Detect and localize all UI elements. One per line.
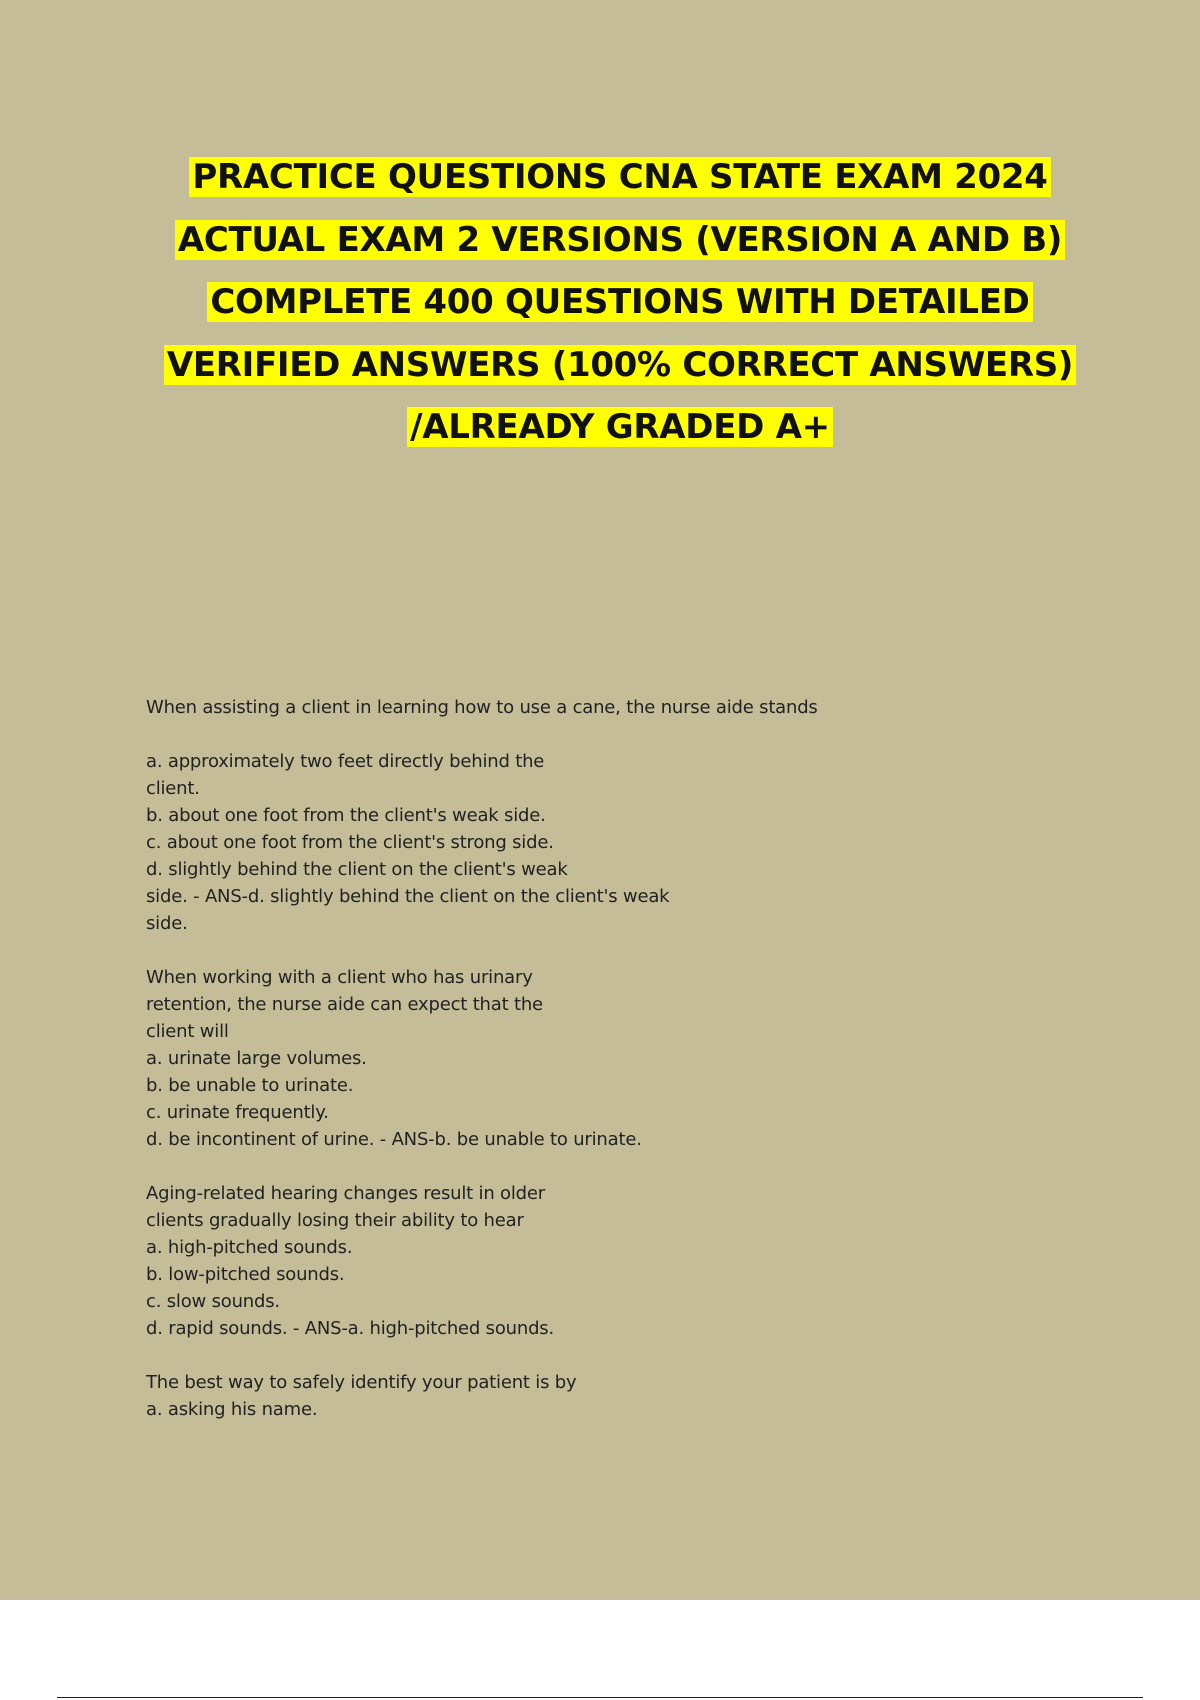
question-block bbox=[146, 1180, 966, 1342]
question-line: c. slow sounds. bbox=[146, 1291, 280, 1312]
question-line: d. rapid sounds. - ANS-a. high-pitched sounds. bbox=[146, 1318, 554, 1339]
question-line: b. low-pitched sounds. bbox=[146, 1264, 345, 1285]
question-stem: When assisting a client in learning how to use a cane, the nurse aide stands bbox=[146, 697, 818, 718]
question-line: retention, the nurse aide can expect that the bbox=[146, 994, 543, 1015]
question-block bbox=[146, 964, 966, 1153]
spacer bbox=[146, 937, 966, 964]
question-line: When working with a client who has urinary bbox=[146, 967, 533, 988]
spacer bbox=[146, 1153, 966, 1180]
title-line: PRACTICE QUESTIONS CNA STATE EXAM 2024 bbox=[189, 157, 1050, 197]
question-line: c. urinate frequently. bbox=[146, 1102, 329, 1123]
footer-divider bbox=[57, 1697, 1143, 1698]
question-line: clients gradually losing their ability to hear bbox=[146, 1210, 524, 1231]
question-block bbox=[146, 694, 966, 937]
question-line: d. be incontinent of urine. - ANS-b. be unable to urinate. bbox=[146, 1129, 642, 1150]
question-line: b. be unable to urinate. bbox=[146, 1075, 354, 1096]
question-line: Aging-related hearing changes result in older bbox=[146, 1183, 545, 1204]
question-line: b. about one foot from the client's weak side. bbox=[146, 805, 546, 826]
question-line: a. approximately two feet directly behind the bbox=[146, 751, 545, 772]
question-line: side. - ANS-d. slightly behind the client on the client's weak bbox=[146, 886, 670, 907]
question-line: client will bbox=[146, 1021, 229, 1042]
title-line: VERIFIED ANSWERS (100% CORRECT ANSWERS) bbox=[164, 345, 1076, 385]
question-line: d. slightly behind the client on the client's weak bbox=[146, 859, 568, 880]
spacer bbox=[146, 1342, 966, 1369]
question-line: a. asking his name. bbox=[146, 1399, 318, 1420]
question-block bbox=[146, 1369, 966, 1423]
document-title bbox=[130, 146, 1110, 459]
question-line: side. bbox=[146, 913, 188, 934]
title-line: /ALREADY GRADED A+ bbox=[407, 407, 833, 447]
question-line: c. about one foot from the client's strong side. bbox=[146, 832, 554, 853]
question-line: a. urinate large volumes. bbox=[146, 1048, 367, 1069]
title-line: COMPLETE 400 QUESTIONS WITH DETAILED bbox=[207, 282, 1032, 322]
question-line: a. high-pitched sounds. bbox=[146, 1237, 353, 1258]
spacer bbox=[146, 721, 966, 748]
question-line: The best way to safely identify your patient is by bbox=[146, 1372, 577, 1393]
questions-body bbox=[146, 694, 966, 1423]
title-line: ACTUAL EXAM 2 VERSIONS (VERSION A AND B) bbox=[175, 220, 1065, 260]
question-line: client. bbox=[146, 778, 200, 799]
